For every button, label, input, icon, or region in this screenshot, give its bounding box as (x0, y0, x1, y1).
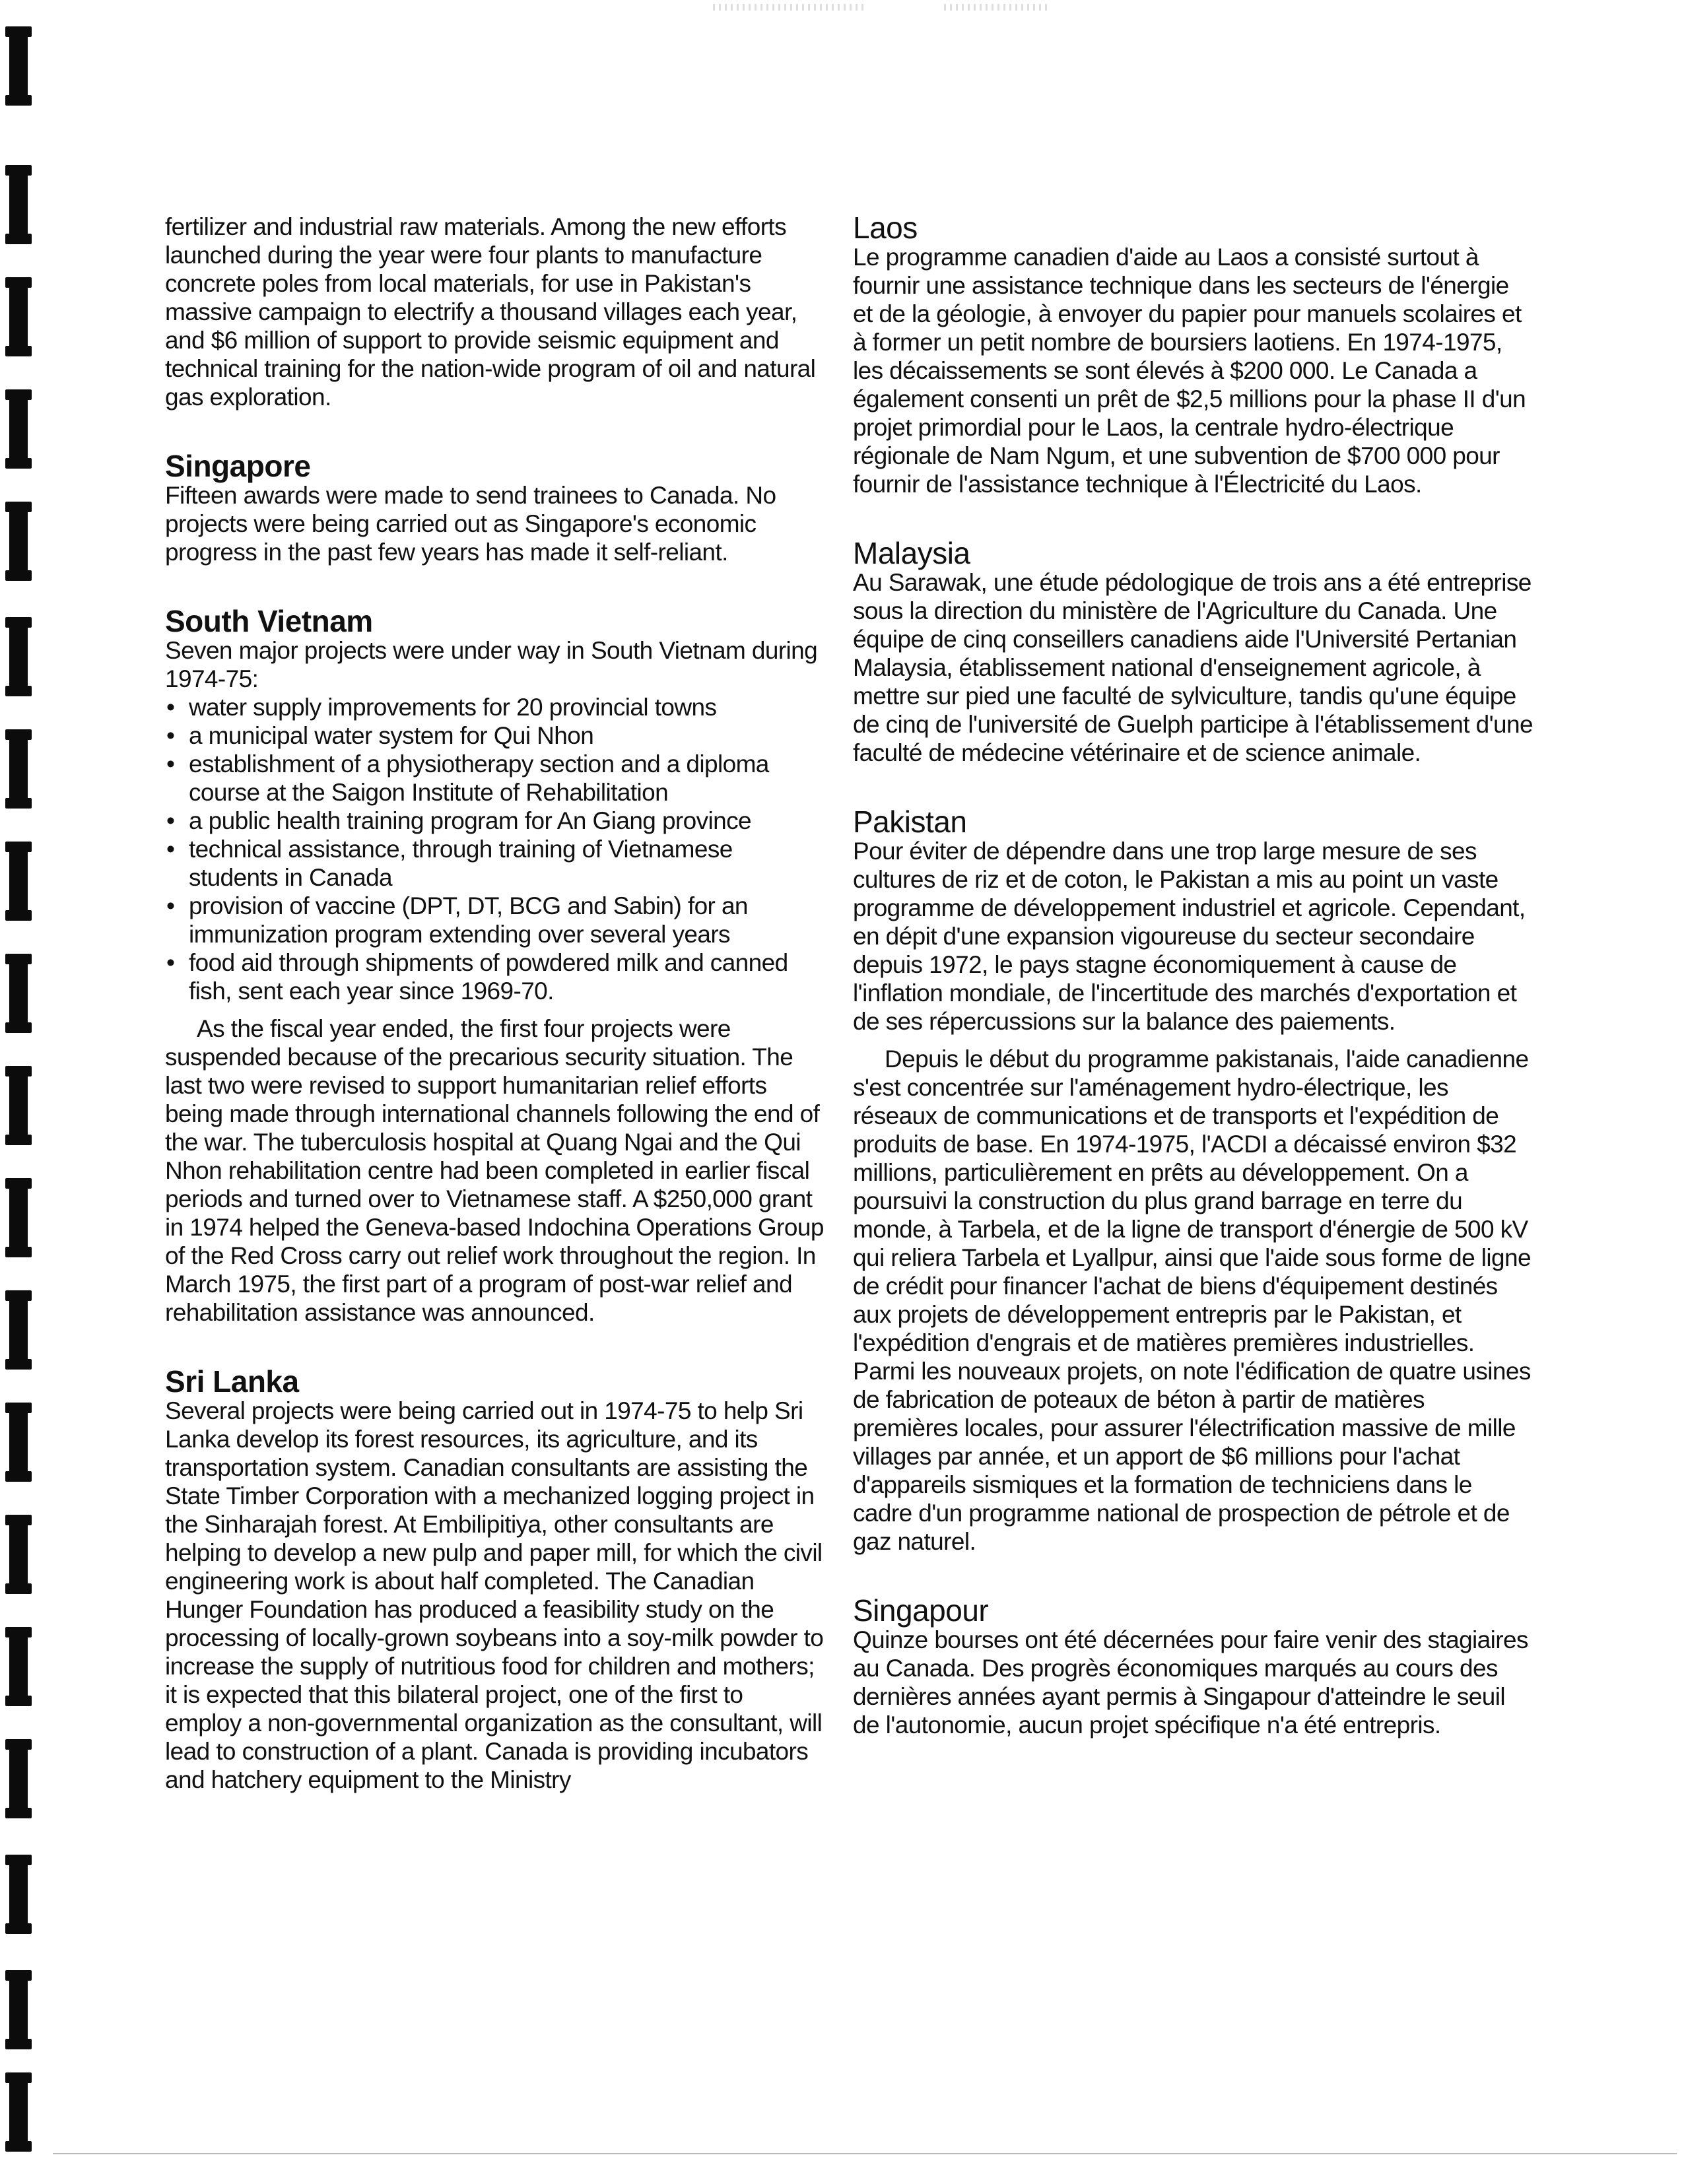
singapore-paragraph: Fifteen awards were made to send trainees to Canada. No projects were being carried out as Singapore's economic progress in the past few years has made it self-reliant. (165, 482, 776, 566)
singapore-section (165, 451, 825, 566)
binding-hole (9, 1403, 28, 1482)
malaysia-heading: Malaysia (853, 536, 970, 570)
malaysia-section (853, 538, 1533, 767)
binding-hole (9, 1066, 28, 1145)
binding-hole (9, 1290, 28, 1370)
laos-heading: Laos (853, 211, 918, 245)
sri-lanka-section (165, 1366, 825, 1794)
page-bottom-edge (53, 2153, 1677, 2154)
sri-lanka-heading: Sri Lanka (165, 1364, 299, 1399)
binding-hole (9, 2072, 28, 2152)
binding-hole (9, 1627, 28, 1706)
singapore-heading: Singapore (165, 449, 311, 483)
pakistan-paragraph-1: Pour éviter de dépendre dans une trop large mesure de ses cultures de riz et de coton, le Pakistan a mis au point un vaste programme de développement industriel et agricole. Cependant, en dépit d'une expansion vigoureuse du secteur secondaire depuis 1972, le pays stagne économiquement à cause de l'inflation mondiale, de l'incertitude des marchés d'exportation et de ses répercussions sur la balance des paiements. (853, 838, 1526, 1035)
sri-lanka-paragraph: Several projects were being carried out in 1974-75 to help Sri Lanka develop its forest resources, its agriculture, and its transportation system. Canadian consultants are assisting the State Timber Corporation with a mechanized logging project in the Sinharajah forest. At Embilipitiya, other consultants are helping to develop a new pulp and paper mill, for which the civil engineering work is about half completed. The Canadian Hunger Foundation has produced a feasibility study on the processing of locally-grown soybeans into a soy-milk powder to increase the supply of nutritious food for children and mothers; it is expected that this bilateral project, one of the first to employ a non-governmental organization as the consultant, will lead to construction of a plant. Canada is providing incubators and hatchery equipment to the Ministry (165, 1397, 824, 1793)
binding-hole (9, 1970, 28, 2049)
list-item: • provision of vaccine (DPT, DT, BCG and Sabin) for an immunization program extending over several years (165, 892, 825, 948)
pakistan-heading: Pakistan (853, 805, 967, 839)
south-vietnam-section (165, 606, 825, 1327)
intro-paragraph: fertilizer and industrial raw materials. Among the new efforts launched during the year were four plants to manufacture concrete poles from local materials, for use in Pakistan's massive campaign to electrify a thousand villages each year, and $6 million of support to provide seismic equipment and technical training for the nation-wide program of oil and natural gas exploration. (165, 213, 816, 411)
binding-hole (9, 1515, 28, 1594)
binding-strip (5, 0, 34, 2184)
binding-hole (9, 842, 28, 921)
pakistan-paragraph-2: Depuis le début du programme pakistanais, l'aide canadienne s'est concentrée sur l'aménagement hydro-électrique, les réseaux de communications et de transports et l'expédition de produits de base. En 1974-1975, l'ACDI a décaissé environ $32 millions, particulièrement en prêts au développement. On a poursuivi la construction du plus grand barrage en terre du monde, à Tarbela, et de la ligne de transport d'énergie de 500 kV qui reliera Tarbela et Lyallpur, ainsi que l'aide sous forme de ligne de crédit pour financer l'achat de biens d'équipement destinés aux projets de développement entrepris par le Pakistan, et l'expédition d'engrais et de matières premières industrielles. Parmi les nouveaux projets, on note l'édification de quatre usines de fabrication de poteaux de béton à partir de matières premières locales, pour assurer l'électrification massive de mille villages par année, et un apport de $6 millions pour l'achat d'appareils sismiques et la formation de techniciens dans le cadre d'un programme national de prospection de pétrole et de gaz naturel. (853, 1045, 1531, 1555)
list-item: • a public health training program for An Giang province (165, 807, 825, 835)
singapour-section (853, 1595, 1533, 1739)
malaysia-paragraph: Au Sarawak, une étude pédologique de trois ans a été entreprise sous la direction du ministère de l'Agriculture du Canada. Une équipe de cinq conseillers canadiens aide l'Université Pertanian Malaysia, établissement national d'enseignement agricole, à mettre sur pied une faculté de sylviculture, tandis qu'une équipe de cinq de l'université de Guelph participe à l'établissement d'une faculté de médecine vétérinaire et de science animale. (853, 569, 1533, 766)
right-column (853, 213, 1533, 1779)
binding-hole (9, 277, 28, 356)
south-vietnam-heading: South Vietnam (165, 604, 373, 638)
south-vietnam-lead: Seven major projects were under way in South Vietnam during 1974-75: (165, 637, 818, 692)
binding-hole (9, 954, 28, 1033)
south-vietnam-project-list (165, 693, 825, 1005)
singapour-paragraph: Quinze bourses ont été décernées pour faire venir des stagiaires au Canada. Des progrès économiques marqués au cours des dernières années ayant permis à Singapour d'atteindre le seuil de l'autonomie, aucun projet spécifique n'a été entrepris. (853, 1626, 1528, 1738)
intro-section (165, 213, 825, 411)
laos-section (853, 213, 1533, 498)
binding-hole (9, 1739, 28, 1818)
list-item: • water supply improvements for 20 provincial towns (165, 693, 825, 721)
binding-hole (9, 502, 28, 581)
binding-hole (9, 389, 28, 469)
list-item: • technical assistance, through training of Vietnamese students in Canada (165, 835, 825, 892)
binding-hole (9, 1855, 28, 1934)
singapour-heading: Singapour (853, 1593, 989, 1628)
binding-hole (9, 26, 28, 106)
list-item: • establishment of a physiotherapy section and a diploma course at the Saigon Institute of Rehabilitation (165, 750, 825, 807)
binding-hole (9, 165, 28, 244)
binding-hole (9, 1178, 28, 1257)
left-column (165, 213, 825, 1834)
south-vietnam-followup: As the fiscal year ended, the first four projects were suspended because of the precarious security situation. The last two were revised to support humanitarian relief efforts being made through international channels following the end of the war. The tuberculosis hospital at Quang Ngai and the Qui Nhon rehabilitation centre had been completed in earlier fiscal periods and turned over to Vietnamese staff. A $250,000 grant in 1974 helped the Geneva-based Indochina Operations Group of the Red Cross carry out relief work throughout the region. In March 1975, the first part of a program of post-war relief and rehabilitation assistance was announced. (165, 1015, 824, 1326)
scan-noise (944, 4, 1050, 11)
binding-hole (9, 617, 28, 696)
binding-hole (9, 729, 28, 809)
list-item: • a municipal water system for Qui Nhon (165, 721, 825, 750)
list-item: • food aid through shipments of powdered milk and canned fish, sent each year since 1969-70. (165, 948, 825, 1005)
laos-paragraph: Le programme canadien d'aide au Laos a consisté surtout à fournir une assistance technique dans les secteurs de l'énergie et de la géologie, à envoyer du papier pour manuels scolaires et à former un petit nombre de boursiers laotiens. En 1974-1975, les décaissements se sont élevés à $200 000. Le Canada a également consenti un prêt de $2,5 millions pour la phase II d'un projet primordial pour le Laos, la centrale hydro-électrique régionale de Nam Ngum, et une subvention de $700 000 pour fournir de l'assistance technique à l'Électricité du Laos. (853, 244, 1526, 498)
pakistan-section (853, 807, 1533, 1556)
scan-noise (713, 4, 865, 11)
